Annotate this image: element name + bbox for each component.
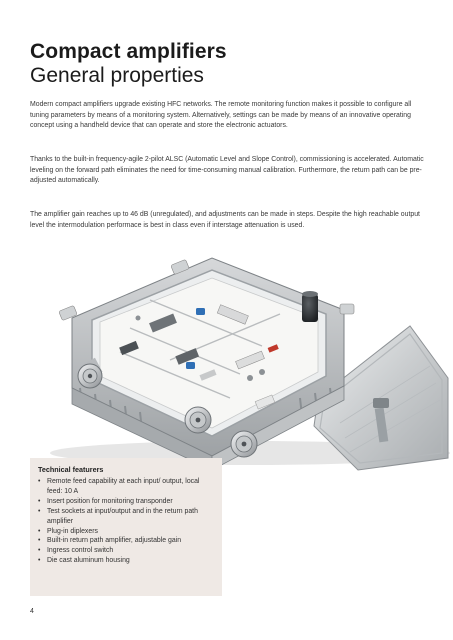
feature-item: • Ingress control switch <box>38 546 214 556</box>
coax-connector-middle <box>185 407 211 433</box>
page-subtitle: General properties <box>30 64 204 87</box>
feature-item: • Die cast aluminum housing <box>38 556 214 566</box>
page-title: Compact amplifiers <box>30 40 227 63</box>
feature-item: • Remote feed capability at each input/ output, local feed: 10 A <box>38 477 214 497</box>
feature-item: • Insert position for monitoring transponder <box>38 497 214 507</box>
feature-item: • Plug-in diplexers <box>38 527 214 537</box>
coax-connector-right <box>231 431 257 457</box>
page-number: 4 <box>30 608 34 615</box>
technical-features-title: Technical featurers <box>38 465 104 474</box>
feature-item: • Built-in return path amplifier, adjustable gain <box>38 536 214 546</box>
intro-paragraph: Modern compact amplifiers upgrade existing HFC networks. The remote monitoring function makes it possible to configure all tuning parameters by means of a monitoring system. Alternatively, settings can be made by means of an innovative operating concept using a handheld device that can operate and store the electronic actuators. <box>30 101 412 129</box>
feature-item: • Test sockets at input/output and in the return path amplifier <box>38 507 214 527</box>
technical-features-list <box>38 477 214 566</box>
technical-features-box <box>30 458 222 596</box>
alsc-paragraph: Thanks to the built-in frequency-agile 2-pilot ALSC (Automatic Level and Slope Control), commissioning is accelerated. Automatic leveling on the forward path eliminates the need for time-consuming manual calibration. Furthermore, the return path can be pre-adjusted automatically. <box>30 156 424 184</box>
amplifier-photo <box>0 248 453 476</box>
gain-paragraph: The amplifier gain reaches up to 46 dB (unregulated), and adjustments can be made in steps. Despite the high reachable output level the intermodulation performace is best in class even if interstage attenuation is used. <box>30 211 420 229</box>
